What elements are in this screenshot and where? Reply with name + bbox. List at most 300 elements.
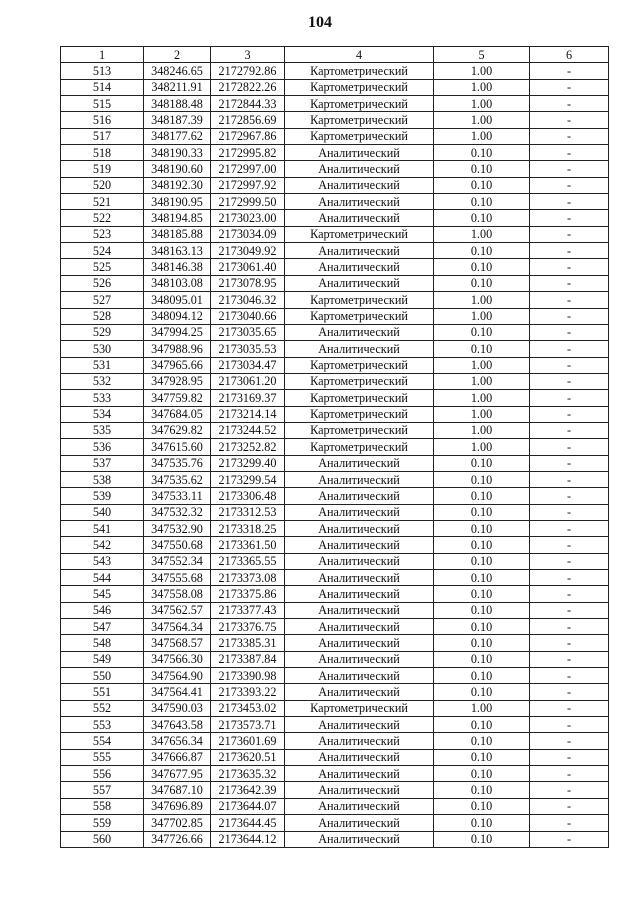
table-cell: 1.00 (434, 79, 530, 95)
table-cell: 2173361.50 (211, 537, 285, 553)
table-cell: - (530, 439, 609, 455)
table-cell: - (530, 520, 609, 536)
table-cell: 551 (61, 684, 144, 700)
table-cell: Аналитический (285, 243, 434, 259)
table-cell: 2173034.09 (211, 226, 285, 242)
table-row (61, 194, 609, 210)
table-cell: 520 (61, 177, 144, 193)
table-cell: - (530, 406, 609, 422)
table-cell: 0.10 (434, 243, 530, 259)
table-cell: 2173252.82 (211, 439, 285, 455)
table-cell: 0.10 (434, 341, 530, 357)
table-row (61, 422, 609, 438)
table-cell: 541 (61, 520, 144, 536)
table-row (61, 341, 609, 357)
table-cell: - (530, 651, 609, 667)
table-cell: 2172999.50 (211, 194, 285, 210)
table-cell: 348190.60 (144, 161, 211, 177)
table-cell: 347532.90 (144, 520, 211, 536)
column-header: 4 (285, 47, 434, 63)
table-cell: 347615.60 (144, 439, 211, 455)
table-cell: 347965.66 (144, 357, 211, 373)
table-row (61, 488, 609, 504)
table-cell: Картометрический (285, 700, 434, 716)
table-cell: 0.10 (434, 145, 530, 161)
table-cell: 2173644.07 (211, 798, 285, 814)
table-cell: 2172997.00 (211, 161, 285, 177)
table-cell: 528 (61, 308, 144, 324)
table-cell: 518 (61, 145, 144, 161)
table-cell: 348185.88 (144, 226, 211, 242)
table-cell: 2173034.47 (211, 357, 285, 373)
table-cell: 558 (61, 798, 144, 814)
table-cell: 525 (61, 259, 144, 275)
table-row (61, 145, 609, 161)
table-cell: Аналитический (285, 504, 434, 520)
table-cell: 0.10 (434, 586, 530, 602)
table-cell: 2173393.22 (211, 684, 285, 700)
table-cell: Картометрический (285, 422, 434, 438)
table-row (61, 226, 609, 242)
table-row (61, 668, 609, 684)
table-cell: 549 (61, 651, 144, 667)
table-cell: 348177.62 (144, 128, 211, 144)
table-cell: Аналитический (285, 586, 434, 602)
table-cell: 527 (61, 292, 144, 308)
table-cell: 0.10 (434, 194, 530, 210)
table-cell: 535 (61, 422, 144, 438)
table-cell: 2173046.32 (211, 292, 285, 308)
table-cell: 1.00 (434, 406, 530, 422)
table-cell: 2173023.00 (211, 210, 285, 226)
table-row (61, 570, 609, 586)
table-header (61, 47, 609, 63)
table-cell: 347533.11 (144, 488, 211, 504)
table-cell: 526 (61, 275, 144, 291)
table-cell: Картометрический (285, 226, 434, 242)
table-cell: - (530, 96, 609, 112)
table-cell: 2173078.95 (211, 275, 285, 291)
table-cell: 0.10 (434, 831, 530, 847)
table-row (61, 537, 609, 553)
table-cell: 1.00 (434, 700, 530, 716)
table-cell: Картометрический (285, 128, 434, 144)
table-cell: 542 (61, 537, 144, 553)
table-cell: 540 (61, 504, 144, 520)
table-cell: Аналитический (285, 635, 434, 651)
table-cell: Аналитический (285, 553, 434, 569)
table-cell: - (530, 226, 609, 242)
table-row (61, 373, 609, 389)
table-cell: Картометрический (285, 406, 434, 422)
table-row (61, 471, 609, 487)
table-cell: - (530, 422, 609, 438)
table-cell: 2173642.39 (211, 782, 285, 798)
table-cell: 2173385.31 (211, 635, 285, 651)
table-cell: - (530, 782, 609, 798)
table-cell: 347552.34 (144, 553, 211, 569)
table-cell: 524 (61, 243, 144, 259)
table-cell: - (530, 570, 609, 586)
table-cell: 2173453.02 (211, 700, 285, 716)
table-row (61, 815, 609, 831)
table-cell: 2172856.69 (211, 112, 285, 128)
table-cell: 2173390.98 (211, 668, 285, 684)
table-row (61, 831, 609, 847)
table-cell: 0.10 (434, 488, 530, 504)
table-cell: 0.10 (434, 275, 530, 291)
table-cell: 2173061.20 (211, 373, 285, 389)
table-row (61, 635, 609, 651)
table-row (61, 439, 609, 455)
table-cell: 2173377.43 (211, 602, 285, 618)
table-cell: - (530, 259, 609, 275)
table-cell: 550 (61, 668, 144, 684)
table-cell: Картометрический (285, 292, 434, 308)
coordinates-table (60, 46, 609, 848)
table-cell: 0.10 (434, 553, 530, 569)
table-cell: Аналитический (285, 733, 434, 749)
table-cell: Картометрический (285, 63, 434, 79)
table-cell: - (530, 700, 609, 716)
table-row (61, 455, 609, 471)
table-cell: 0.10 (434, 455, 530, 471)
table-cell: 2172844.33 (211, 96, 285, 112)
table-row (61, 390, 609, 406)
table-cell: - (530, 63, 609, 79)
table-cell: - (530, 210, 609, 226)
table-row (61, 63, 609, 79)
table-row (61, 96, 609, 112)
table-cell: 0.10 (434, 504, 530, 520)
table-cell: 2173299.40 (211, 455, 285, 471)
table-cell: 1.00 (434, 308, 530, 324)
table-cell: 347629.82 (144, 422, 211, 438)
table-row (61, 602, 609, 618)
table-cell: 1.00 (434, 96, 530, 112)
table-cell: 348187.39 (144, 112, 211, 128)
table-cell: 2173387.84 (211, 651, 285, 667)
table-row (61, 766, 609, 782)
table-cell: 519 (61, 161, 144, 177)
table-cell: 347684.05 (144, 406, 211, 422)
table-cell: - (530, 766, 609, 782)
table-cell: - (530, 471, 609, 487)
table-row (61, 128, 609, 144)
table-cell: - (530, 128, 609, 144)
table-cell: Аналитический (285, 619, 434, 635)
table-cell: 348194.85 (144, 210, 211, 226)
table-row (61, 259, 609, 275)
table-cell: 348188.48 (144, 96, 211, 112)
table-cell: Аналитический (285, 145, 434, 161)
table-row (61, 553, 609, 569)
table-cell: Аналитический (285, 766, 434, 782)
table-cell: 347726.66 (144, 831, 211, 847)
table-cell: 533 (61, 390, 144, 406)
table-cell: 348095.01 (144, 292, 211, 308)
table-cell: 0.10 (434, 749, 530, 765)
table-cell: 0.10 (434, 717, 530, 733)
table-cell: 2173373.08 (211, 570, 285, 586)
column-header: 2 (144, 47, 211, 63)
table-cell: - (530, 602, 609, 618)
table-row (61, 79, 609, 95)
table-cell: Аналитический (285, 520, 434, 536)
table-cell: 347532.32 (144, 504, 211, 520)
table-cell: Аналитический (285, 749, 434, 765)
table-row (61, 308, 609, 324)
table-cell: Аналитический (285, 194, 434, 210)
table-cell: 348163.13 (144, 243, 211, 259)
table-cell: 559 (61, 815, 144, 831)
table-cell: Аналитический (285, 831, 434, 847)
table-cell: 0.10 (434, 635, 530, 651)
table-cell: Аналитический (285, 324, 434, 340)
table-row (61, 782, 609, 798)
table-cell: 1.00 (434, 357, 530, 373)
table-cell: 348190.95 (144, 194, 211, 210)
table-cell: - (530, 194, 609, 210)
table-cell: 347928.95 (144, 373, 211, 389)
table-cell: 348246.65 (144, 63, 211, 79)
table-cell: - (530, 112, 609, 128)
table-cell: Аналитический (285, 488, 434, 504)
table-cell: 0.10 (434, 733, 530, 749)
table-cell: - (530, 635, 609, 651)
table-cell: Картометрический (285, 79, 434, 95)
table-cell: 347555.68 (144, 570, 211, 586)
table-cell: 534 (61, 406, 144, 422)
table-cell: Аналитический (285, 455, 434, 471)
table-cell: - (530, 749, 609, 765)
table-cell: Аналитический (285, 668, 434, 684)
table-cell: 554 (61, 733, 144, 749)
table-cell: - (530, 733, 609, 749)
table-cell: 347643.58 (144, 717, 211, 733)
table-cell: 2173040.66 (211, 308, 285, 324)
table-cell: 537 (61, 455, 144, 471)
table-cell: - (530, 390, 609, 406)
table-row (61, 177, 609, 193)
table-cell: - (530, 684, 609, 700)
table-cell: 2172997.92 (211, 177, 285, 193)
table-cell: 347994.25 (144, 324, 211, 340)
table-cell: 1.00 (434, 390, 530, 406)
table-row (61, 275, 609, 291)
table-cell: 347656.34 (144, 733, 211, 749)
page-number: 104 (308, 14, 332, 31)
table-cell: 522 (61, 210, 144, 226)
table-cell: 557 (61, 782, 144, 798)
table-row (61, 520, 609, 536)
table-cell: 347558.08 (144, 586, 211, 602)
table-cell: Аналитический (285, 684, 434, 700)
table-cell: 553 (61, 717, 144, 733)
table-row (61, 651, 609, 667)
table-cell: 521 (61, 194, 144, 210)
table-cell: - (530, 243, 609, 259)
table-cell: 2172792.86 (211, 63, 285, 79)
table-cell: 1.00 (434, 128, 530, 144)
table-cell: 532 (61, 373, 144, 389)
table-row (61, 406, 609, 422)
table-cell: Аналитический (285, 537, 434, 553)
table-cell: - (530, 145, 609, 161)
table-cell: - (530, 357, 609, 373)
table-cell: - (530, 668, 609, 684)
table-cell: 548 (61, 635, 144, 651)
table-cell: Аналитический (285, 782, 434, 798)
table-cell: 0.10 (434, 520, 530, 536)
table-cell: - (530, 341, 609, 357)
table-cell: 2173318.25 (211, 520, 285, 536)
column-header: 1 (61, 47, 144, 63)
table-cell: 517 (61, 128, 144, 144)
table-cell: 348103.08 (144, 275, 211, 291)
table-cell: 0.10 (434, 570, 530, 586)
column-header: 3 (211, 47, 285, 63)
table-cell: 547 (61, 619, 144, 635)
table-cell: - (530, 275, 609, 291)
table-cell: - (530, 161, 609, 177)
table-cell: 523 (61, 226, 144, 242)
table-cell: Картометрический (285, 357, 434, 373)
table-cell: 556 (61, 766, 144, 782)
table-cell: - (530, 455, 609, 471)
table-cell: Картометрический (285, 373, 434, 389)
table-cell: 0.10 (434, 684, 530, 700)
table-cell: 529 (61, 324, 144, 340)
table-cell: 2173376.75 (211, 619, 285, 635)
table-cell: 2173169.37 (211, 390, 285, 406)
table-cell: Картометрический (285, 308, 434, 324)
table-cell: 2173035.65 (211, 324, 285, 340)
table-cell: Аналитический (285, 651, 434, 667)
table-cell: 347687.10 (144, 782, 211, 798)
table-cell: Аналитический (285, 717, 434, 733)
table-cell: 515 (61, 96, 144, 112)
table-cell: - (530, 177, 609, 193)
table-cell: 543 (61, 553, 144, 569)
table-cell: Аналитический (285, 275, 434, 291)
table-row (61, 684, 609, 700)
table-cell: 347535.62 (144, 471, 211, 487)
table-row (61, 112, 609, 128)
table-cell: Аналитический (285, 602, 434, 618)
table-cell: - (530, 798, 609, 814)
header-row (61, 47, 609, 63)
table-cell: Аналитический (285, 177, 434, 193)
table-row (61, 504, 609, 520)
table-cell: 2173214.14 (211, 406, 285, 422)
table-cell: - (530, 619, 609, 635)
table-cell: 347677.95 (144, 766, 211, 782)
table-cell: Аналитический (285, 259, 434, 275)
table-cell: 1.00 (434, 439, 530, 455)
table-cell: Картометрический (285, 96, 434, 112)
table-cell: 545 (61, 586, 144, 602)
table-cell: - (530, 504, 609, 520)
table-row (61, 733, 609, 749)
table-row (61, 798, 609, 814)
table-cell: 348094.12 (144, 308, 211, 324)
table-cell: 560 (61, 831, 144, 847)
table-cell: Картометрический (285, 390, 434, 406)
table-cell: 1.00 (434, 63, 530, 79)
table-cell: 348192.30 (144, 177, 211, 193)
table-cell: 2172967.86 (211, 128, 285, 144)
table-cell: 2172995.82 (211, 145, 285, 161)
table-row (61, 357, 609, 373)
table-cell: 2173312.53 (211, 504, 285, 520)
table-cell: 347550.68 (144, 537, 211, 553)
table-cell: - (530, 553, 609, 569)
table-cell: 0.10 (434, 161, 530, 177)
table-cell: 2173644.45 (211, 815, 285, 831)
table-cell: 0.10 (434, 210, 530, 226)
table-cell: 516 (61, 112, 144, 128)
table-cell: 347568.57 (144, 635, 211, 651)
table-cell: 555 (61, 749, 144, 765)
table-cell: - (530, 815, 609, 831)
table-cell: 539 (61, 488, 144, 504)
table-cell: 2173244.52 (211, 422, 285, 438)
table-cell: 2173635.32 (211, 766, 285, 782)
table-cell: 347759.82 (144, 390, 211, 406)
table-cell: 2173573.71 (211, 717, 285, 733)
table-cell: 0.10 (434, 651, 530, 667)
table-cell: 0.10 (434, 815, 530, 831)
table-cell: 0.10 (434, 602, 530, 618)
table-cell: 347702.85 (144, 815, 211, 831)
table-cell: - (530, 586, 609, 602)
table-cell: - (530, 292, 609, 308)
column-header: 6 (530, 47, 609, 63)
table-cell: 0.10 (434, 324, 530, 340)
table-cell: 2173620.51 (211, 749, 285, 765)
table-cell: Картометрический (285, 112, 434, 128)
table-cell: Аналитический (285, 341, 434, 357)
table-cell: 538 (61, 471, 144, 487)
table-cell: 0.10 (434, 766, 530, 782)
table-cell: - (530, 308, 609, 324)
table-cell: 348146.38 (144, 259, 211, 275)
table-cell: 347666.87 (144, 749, 211, 765)
table-cell: 347590.03 (144, 700, 211, 716)
table-cell: 348190.33 (144, 145, 211, 161)
table-cell: 0.10 (434, 471, 530, 487)
table-row (61, 243, 609, 259)
table-row (61, 210, 609, 226)
table-cell: 536 (61, 439, 144, 455)
table-cell: 1.00 (434, 422, 530, 438)
table-row (61, 717, 609, 733)
table-cell: 2172822.26 (211, 79, 285, 95)
table-cell: 530 (61, 341, 144, 357)
table-cell: 2173601.69 (211, 733, 285, 749)
table-cell: 347988.96 (144, 341, 211, 357)
table-cell: Аналитический (285, 798, 434, 814)
column-header: 5 (434, 47, 530, 63)
table-cell: 552 (61, 700, 144, 716)
table-cell: Аналитический (285, 815, 434, 831)
table-cell: 0.10 (434, 782, 530, 798)
table-cell: - (530, 373, 609, 389)
table-cell: 347564.41 (144, 684, 211, 700)
table-cell: 2173035.53 (211, 341, 285, 357)
table-row (61, 586, 609, 602)
